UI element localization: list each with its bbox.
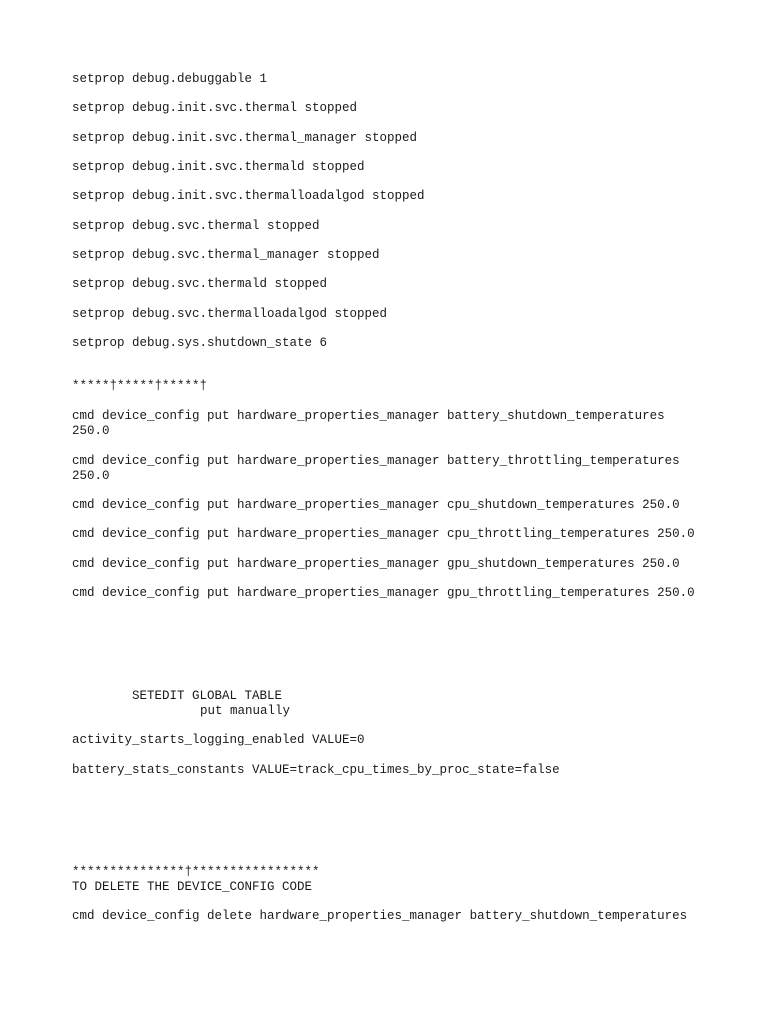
- cmd-line: 250.0: [72, 469, 110, 483]
- setedit-heading: SETEDIT GLOBAL TABLE: [132, 689, 283, 703]
- setedit-line: activity_starts_logging_enabled VALUE=0: [72, 733, 365, 747]
- delete-line: cmd device_config delete hardware_properties_manager battery_shutdown_temperatures: [72, 909, 688, 923]
- setprop-line: setprop debug.svc.thermalloadalgod stopped: [72, 307, 388, 321]
- delete-heading: TO DELETE THE DEVICE_CONFIG CODE: [72, 880, 313, 894]
- setprop-line: setprop debug.svc.thermald stopped: [72, 277, 328, 291]
- cmd-line: cmd device_config put hardware_properties_manager battery_shutdown_temperatures: [72, 409, 665, 423]
- cmd-line: 250.0: [72, 424, 110, 438]
- cmd-line: cmd device_config put hardware_properties_manager cpu_throttling_temperatures 250.0: [72, 527, 695, 541]
- setprop-line: setprop debug.init.svc.thermald stopped: [72, 160, 365, 174]
- separator-line: *****†*****†*****†: [72, 379, 208, 393]
- setprop-line: setprop debug.sys.shutdown_state 6: [72, 336, 328, 350]
- setprop-line: setprop debug.svc.thermal_manager stopped: [72, 248, 380, 262]
- setprop-line: setprop debug.svc.thermal stopped: [72, 219, 320, 233]
- separator-line: ***************†*****************: [72, 865, 320, 879]
- setprop-line: setprop debug.debuggable 1: [72, 72, 268, 86]
- setedit-subheading: put manually: [200, 704, 291, 718]
- setprop-line: setprop debug.init.svc.thermal stopped: [72, 101, 358, 115]
- setprop-line: setprop debug.init.svc.thermal_manager stopped: [72, 131, 418, 145]
- cmd-line: cmd device_config put hardware_properties_manager cpu_shutdown_temperatures 250.0: [72, 498, 680, 512]
- cmd-line: cmd device_config put hardware_properties_manager battery_throttling_temperatures: [72, 454, 680, 468]
- cmd-line: cmd device_config put hardware_properties_manager gpu_shutdown_temperatures 250.0: [72, 557, 680, 571]
- setprop-line: setprop debug.init.svc.thermalloadalgod stopped: [72, 189, 425, 203]
- setedit-line: battery_stats_constants VALUE=track_cpu_times_by_proc_state=false: [72, 763, 560, 777]
- cmd-line: cmd device_config put hardware_properties_manager gpu_throttling_temperatures 250.0: [72, 586, 695, 600]
